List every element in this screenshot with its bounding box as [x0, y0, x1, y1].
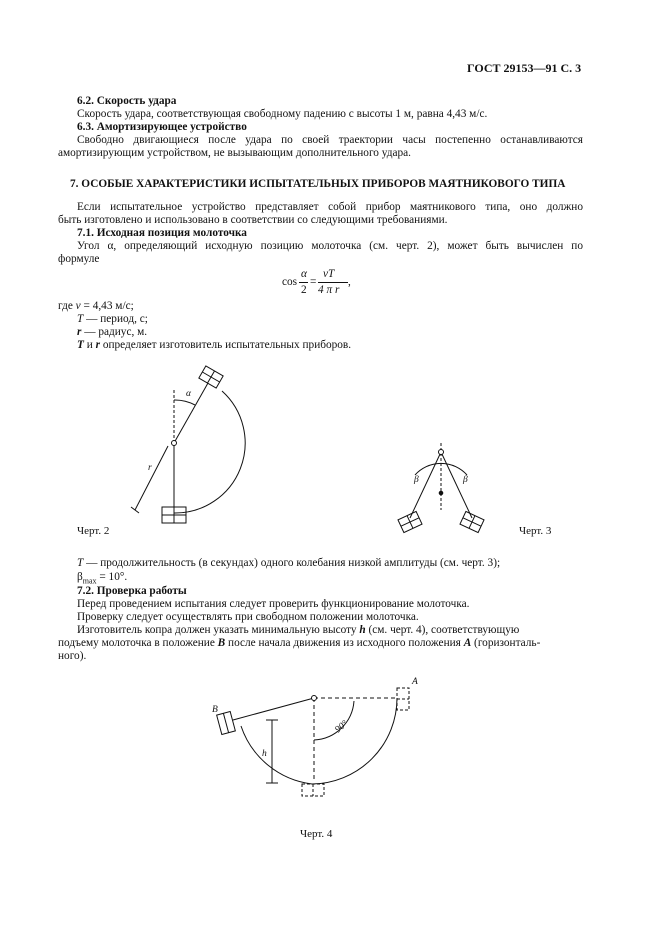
- formula-equals: =: [310, 276, 317, 288]
- fig4-hammer-A: [397, 688, 409, 710]
- def-r: r — радиус, м.: [77, 326, 148, 338]
- fig3-center-dot: [439, 491, 443, 495]
- maker-line: T и r определяет изготовитель испытательных приборов.: [77, 339, 352, 351]
- section-7-1-title: 7.1. Исходная позиция молоточка: [77, 227, 247, 239]
- section-7-1-line2: формуле: [58, 253, 100, 265]
- section-7-1-line1: Угол α, определяющий исходную позицию молоточка (см. черт. 2), может быть вычислен по: [77, 240, 583, 252]
- fig2-rod-raised: [174, 383, 208, 443]
- T-definition: T — продолжительность (в секундах) одного колебания низкой амплитуды (см. черт. 3);: [77, 557, 501, 569]
- fig2-r-dimension: [135, 446, 168, 510]
- fig4-hammer-bottom: [302, 784, 324, 796]
- fig2-caption: Черт. 2: [77, 525, 110, 537]
- section-7-2-p4: подъему молоточка в положение B после начала движения из исходного положения A (горизонталь-: [58, 637, 541, 649]
- fig4-label-A: A: [412, 677, 418, 687]
- fig4-caption: Черт. 4: [300, 828, 333, 840]
- section-6-3-title: 6.3. Амортизирующее устройство: [77, 121, 247, 133]
- fig4-label-angle: 90°: [333, 719, 351, 736]
- page-header: ГОСТ 29153—91 С. 3: [467, 61, 582, 75]
- fig2-r-label: r: [148, 463, 152, 473]
- formula-cos: cos: [282, 276, 298, 288]
- figure-4: [217, 688, 409, 796]
- formula-4pir: 4 π r: [318, 284, 340, 296]
- section-7-title: 7. ОСОБЫЕ ХАРАКТЕРИСТИКИ ИСПЫТАТЕЛЬНЫХ ПРИБОРОВ МАЯТНИКОВОГО ТИПА: [70, 178, 566, 190]
- fig4-label-h: h: [262, 749, 267, 759]
- where-v-line: где v = 4,43 м/с;: [58, 300, 134, 312]
- fig2-alpha-label: α: [186, 389, 191, 399]
- def-T: T — период, с;: [77, 313, 148, 325]
- fig4-angle-arc: [314, 701, 354, 740]
- fig4-rod: [233, 698, 314, 720]
- fig4-arc: [241, 698, 397, 784]
- fig3-rod-left: [410, 452, 441, 518]
- fig4-hammer-B: [217, 712, 236, 735]
- section-6-3-line1: Свободно двигающиеся после удара по своей траектории часы постепенно останавливаются: [77, 134, 583, 146]
- formula-alpha: α: [301, 268, 307, 280]
- formula-two: 2: [301, 284, 307, 296]
- fig2-r-tick: [131, 507, 139, 513]
- section-7-2-p5: ного).: [58, 650, 87, 662]
- section-7-2-p2: Проверку следует осуществлять при свободном положении молоточка.: [77, 611, 419, 623]
- fig3-hammer-right: [460, 511, 484, 532]
- section-6-2-title: 6.2. Скорость удара: [77, 95, 177, 107]
- section-7-line1: Если испытательное устройство представляет собой прибор маятникового типа, оно должно: [77, 201, 583, 213]
- beta-max-line: $\beta_{max} = 10^\circ$.: [77, 571, 128, 586]
- fig2-hammer-bottom: [162, 507, 186, 523]
- fig4-label-B: B: [212, 705, 218, 715]
- section-7-line2: быть изготовлено и использовано в соответствии со следующими требованиями.: [58, 214, 448, 226]
- fig3-caption: Черт. 3: [519, 525, 552, 537]
- fig3-pivot: [439, 450, 444, 455]
- section-7-2-p1: Перед проведением испытания следует проверить функционирование молоточка.: [77, 598, 470, 610]
- fig2-pivot: [172, 441, 177, 446]
- section-6-2-text: Скорость удара, соответствующая свободному падению с высоты 1 м, равна 4,43 м/с.: [77, 108, 488, 120]
- section-7-2-title: 7.2. Проверка работы: [77, 585, 187, 597]
- section-6-3-line2: амортизирующим устройством, не вызывающим дополнительного удара.: [58, 147, 411, 159]
- fig2-hammer-raised: [199, 366, 223, 388]
- formula-vt: vT: [323, 268, 335, 280]
- figure-3: [398, 443, 484, 533]
- fig3-beta-right: β: [463, 475, 468, 485]
- section-7-2-p3: Изготовитель копра должен указать минимальную высоту h (см. черт. 4), соответствующую: [77, 624, 520, 636]
- formula-comma: ,: [348, 276, 351, 288]
- fig3-beta-left: β: [414, 475, 419, 485]
- fig2-alpha-arc: [174, 400, 195, 405]
- fig3-rod-right: [441, 452, 472, 518]
- fig4-pivot: [312, 696, 317, 701]
- fig2-arc: [174, 391, 245, 513]
- fig3-hammer-left: [398, 511, 422, 532]
